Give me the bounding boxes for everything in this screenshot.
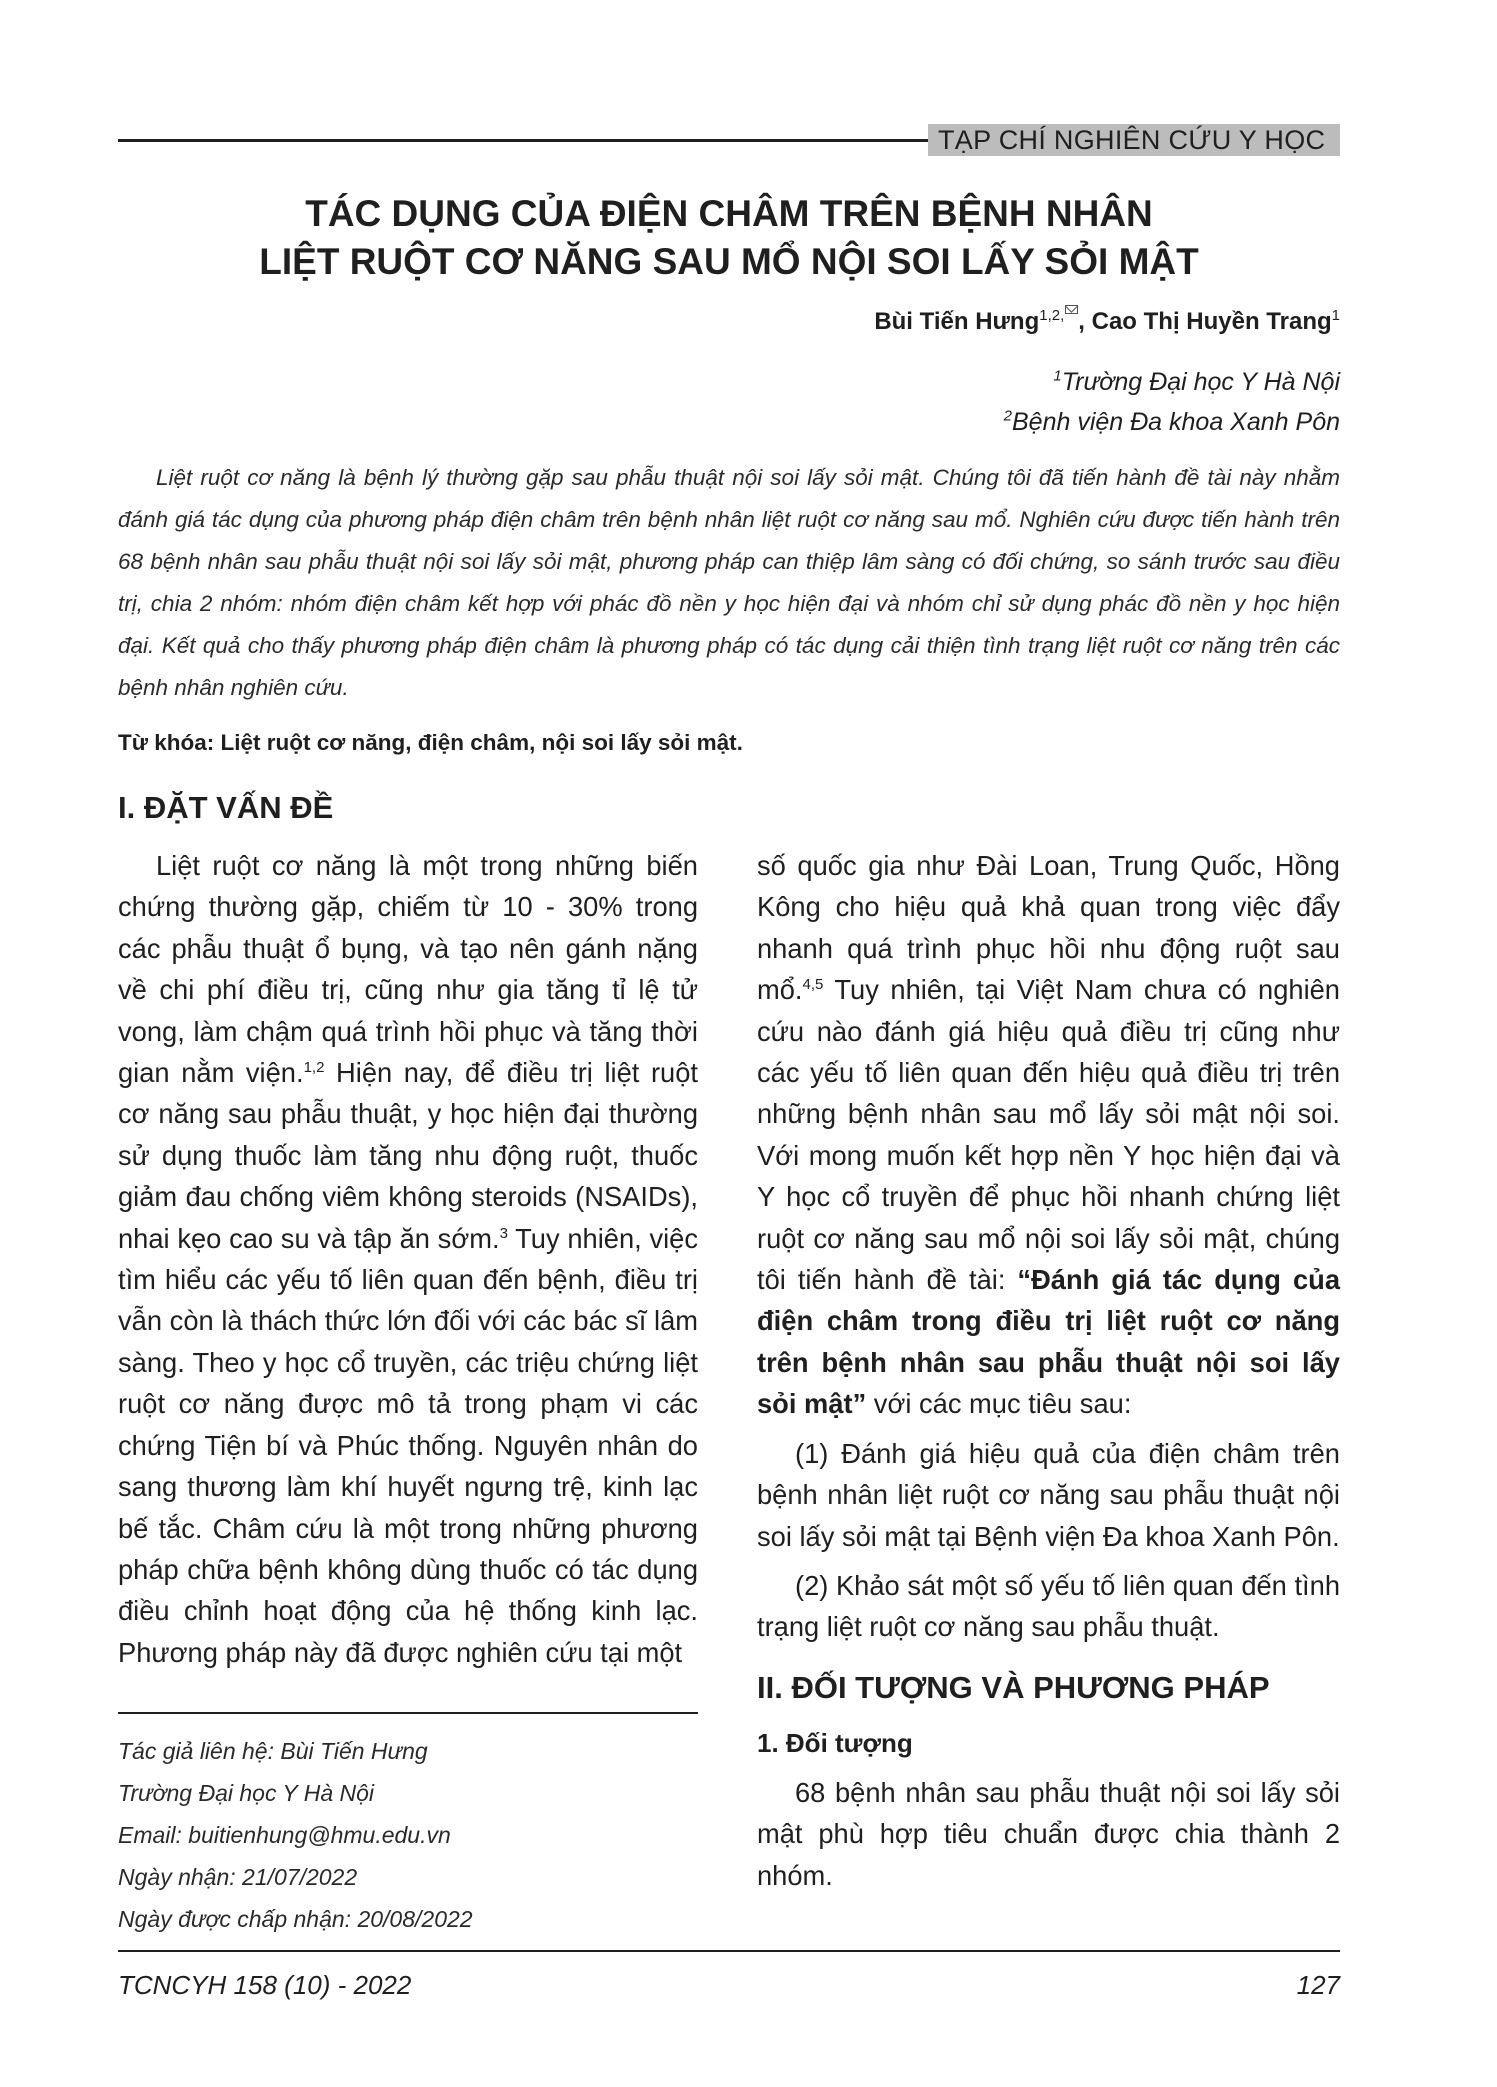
affiliation-1 bbox=[1053, 368, 1340, 397]
section-2-heading: II. ĐỐI TƯỢNG VÀ PHƯƠNG PHÁP bbox=[757, 1670, 1270, 1705]
intro-right-text-a: số quốc gia như Đài Loan, Trung Quốc, Hồng Kông cho hiệu quả khả quan trong việc đẩy nhanh quá trình phục hồi nhu động ruột sau mổ. bbox=[757, 850, 1340, 1006]
citation-3: 3 bbox=[499, 1224, 508, 1242]
footnote-rule bbox=[118, 1712, 698, 1714]
section-1-heading: I. ĐẶT VẤN ĐỀ bbox=[118, 790, 334, 825]
affiliation-2-number: 2 bbox=[1003, 407, 1012, 425]
title-line-2: LIỆT RUỘT CƠ NĂNG SAU MỔ NỘI SOI LẤY SỎI MẬT bbox=[259, 241, 1199, 282]
right-column bbox=[757, 845, 1340, 1656]
subjects-paragraph: 68 bệnh nhân sau phẫu thuật nội soi lấy sỏi mật phù hợp tiêu chuẩn được chia thành 2 nhóm. bbox=[757, 1777, 1340, 1891]
author-2: Cao Thị Huyền Trang bbox=[1091, 308, 1332, 335]
keywords: Từ khóa: Liệt ruột cơ năng, điện châm, nội soi lấy sỏi mật. bbox=[118, 730, 743, 755]
affiliation-2-text: Bệnh viện Đa khoa Xanh Pôn bbox=[1011, 408, 1340, 436]
author-separator: , bbox=[1078, 308, 1092, 335]
subsection-1-heading: 1. Đối tượng bbox=[757, 1728, 913, 1758]
left-column bbox=[118, 845, 698, 1681]
citation-1-2: 1,2 bbox=[303, 1058, 325, 1076]
footnote-email: Email: buitienhung@hmu.edu.vn bbox=[118, 1822, 451, 1848]
intro-paragraph-left bbox=[118, 845, 698, 1673]
mail-icon bbox=[1065, 305, 1078, 314]
page-number: 127 bbox=[1296, 1970, 1340, 2000]
author-list bbox=[874, 305, 1340, 336]
intro-paragraph-right bbox=[757, 845, 1340, 1425]
footnote-received-date: Ngày nhận: 21/07/2022 bbox=[118, 1864, 358, 1890]
abstract: Liệt ruột cơ năng là bệnh lý thường gặp sau phẫu thuật nội soi lấy sỏi mật. Chúng tôi đã tiến hành đề tài này nhằm đánh giá tác dụng của phương pháp điện châm trên bệnh nhân liệt ruột cơ năng sau mổ. Nghiên cứu được tiến hành trên 68 bệnh nhân sau phẫu thuật nội soi lấy sỏi mật, phương pháp can thiệp lâm sàng có đối chứng, so sánh trước sau điều trị, chia 2 nhóm: nhóm điện châm kết hợp với phác đồ nền y học hiện đại và nhóm chỉ sử dụng phác đồ nền y học hiện đại. Kết quả cho thấy phương pháp điện châm là phương pháp có tác dụng cải thiện tình trạng liệt ruột cơ năng trên các bệnh nhân nghiên cứu. bbox=[118, 465, 1340, 700]
intro-right-text-c: với các mục tiêu sau: bbox=[866, 1388, 1132, 1420]
subsection-1-body bbox=[757, 1772, 1340, 1904]
intro-text-a: Liệt ruột cơ năng là một trong những biến chứng thường gặp, chiếm từ 10 - 30% trong các phẫu thuật ổ bụng, và tạo nên gánh nặng về chi phí điều trị, cũng như gia tăng tỉ lệ tử vong, làm chậm quá trình hồi phục và tăng thời gian nằm viện. bbox=[118, 850, 698, 1089]
footnote-institution: Trường Đại học Y Hà Nội bbox=[118, 1780, 375, 1806]
goal-1: (1) Đánh giá hiệu quả của điện châm trên bệnh nhân liệt ruột cơ năng sau phẫu thuật nội soi lấy sỏi mật tại Bệnh viện Đa khoa Xanh Pôn. bbox=[757, 1437, 1340, 1552]
journal-issue: TCNCYH 158 (10) - 2022 bbox=[118, 1970, 412, 2000]
footnote-corresponding-author: Tác giả liên hệ: Bùi Tiến Hưng bbox=[118, 1738, 428, 1764]
citation-4-5: 4,5 bbox=[802, 976, 824, 994]
article-title bbox=[118, 190, 1340, 286]
author-1-affil: 1,2, bbox=[1039, 307, 1065, 324]
intro-text-b: Hiện nay, để điều trị liệt ruột cơ năng sau phẫu thuật, y học hiện đại thường sử dụng thuốc làm tăng nhu động ruột, thuốc giảm đau chống viêm không steroids (NSAIDs), nhai kẹo cao su và tập ăn sớm. bbox=[118, 1057, 698, 1254]
journal-name: TẠP CHÍ NGHIÊN CỨU Y HỌC bbox=[928, 124, 1340, 156]
author-2-affil: 1 bbox=[1331, 307, 1340, 324]
intro-right-text-b: Tuy nhiên, tại Việt Nam chưa có nghiên cứu nào đánh giá hiệu quả điều trị cũng như các yếu tố liên quan đến hiệu quả điều trị trên những bệnh nhân sau mổ lấy sỏi mật nội soi. Với mong muốn kết hợp nền Y học hiện đại và Y học cổ truyền để phục hồi nhanh chứng liệt ruột cơ năng sau mổ nội soi lấy sỏi mật, chúng tôi tiến hành đề tài: bbox=[757, 974, 1340, 1296]
affiliation-2 bbox=[1004, 408, 1340, 437]
footer-rule bbox=[118, 1950, 1340, 1952]
footnote-accepted-date: Ngày được chấp nhận: 20/08/2022 bbox=[118, 1906, 473, 1932]
author-1: Bùi Tiến Hưng bbox=[874, 308, 1040, 335]
intro-text-c: Tuy nhiên, việc tìm hiểu các yếu tố liên quan đến bệnh, điều trị vẫn còn là thách thức lớn đối với các bác sĩ lâm sàng. Theo y học cổ truyền, các triệu chứng liệt ruột cơ năng được mô tả trong phạm vi các chứng Tiện bí và Phúc thống. Nguyên nhân do sang thương làm khí huyết ngưng trệ, kinh lạc bế tắc. Châm cứu là một trong những phương pháp chữa bệnh không dùng thuốc có tác dụng điều chỉnh hoạt động của hệ thống kinh lạc. Phương pháp này đã được nghiên cứu tại một bbox=[118, 1222, 698, 1668]
affiliation-1-text: Trường Đại học Y Hà Nội bbox=[1061, 368, 1340, 396]
goal-2: (2) Khảo sát một số yếu tố liên quan đến tình trạng liệt ruột cơ năng sau phẫu thuật. bbox=[757, 1569, 1340, 1643]
title-line-1: TÁC DỤNG CỦA ĐIỆN CHÂM TRÊN BỆNH NHÂN bbox=[305, 193, 1153, 234]
header-rule bbox=[118, 139, 928, 142]
study-title-quote: “Đánh giá tác dụng của điện châm trong điều trị liệt ruột cơ năng trên bệnh nhân sau phẫu thuật nội soi lấy sỏi mật” bbox=[757, 1264, 1340, 1420]
affiliation-1-number: 1 bbox=[1053, 367, 1062, 385]
